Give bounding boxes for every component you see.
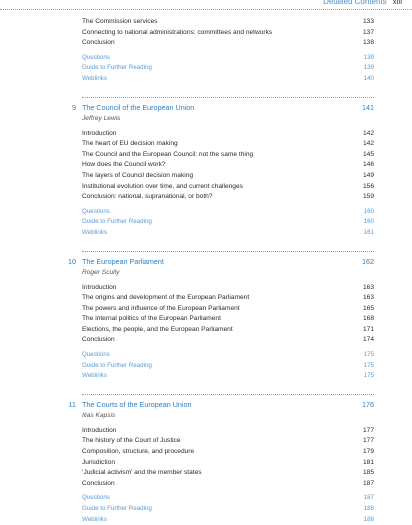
- entry-page-number: 165: [362, 304, 374, 312]
- entry-title: Weblinks: [82, 372, 107, 380]
- entry-title: The Council and the European Council: not the same thing: [82, 150, 254, 158]
- entry-title: The origins and development of the European Parliament: [82, 294, 250, 302]
- entry-title: Questions: [82, 494, 110, 502]
- chapter-heading[interactable]: [72, 102, 374, 113]
- entry-title: Weblinks: [82, 228, 107, 236]
- entry-title: Questions: [82, 207, 110, 215]
- entry-page-number: 188: [363, 515, 374, 523]
- toc-entry[interactable]: [82, 38, 374, 49]
- entry-title: Weblinks: [82, 515, 107, 523]
- toc-entry[interactable]: [82, 150, 374, 161]
- entry-page-number: 137: [362, 28, 374, 36]
- entry-title: Connecting to national administrations: committees and networks: [82, 28, 273, 36]
- toc-entry[interactable]: [82, 314, 374, 325]
- table-of-contents: [68, 17, 374, 525]
- entry-page-number: 145: [362, 150, 374, 158]
- toc-entry[interactable]: [82, 335, 374, 346]
- chapter-number: 9: [72, 102, 76, 112]
- entry-page-number: 174: [362, 336, 374, 344]
- entry-page-number: 139: [363, 64, 374, 72]
- toc-entry[interactable]: [82, 436, 374, 447]
- entry-page-number: 160: [363, 207, 374, 215]
- chapter-section: [68, 251, 374, 382]
- toc-aux-entry[interactable]: [82, 53, 374, 64]
- entry-page-number: 187: [363, 494, 374, 502]
- toc-entry[interactable]: [82, 458, 374, 469]
- chapter-section: [72, 97, 374, 239]
- entry-title: Guide to Further Reading: [82, 218, 152, 226]
- top-rule: [0, 9, 412, 10]
- entry-title: Guide to Further Reading: [82, 505, 152, 512]
- entry-page-number: 175: [363, 361, 374, 369]
- running-head: [323, 0, 402, 8]
- entry-page-number: 133: [362, 18, 374, 25]
- running-head-title: Detailed Contents: [323, 0, 387, 6]
- entry-title: The internal politics of the European Parliament: [82, 315, 221, 323]
- entry-page-number: 181: [362, 458, 374, 466]
- entry-title: Guide to Further Reading: [82, 64, 152, 72]
- entry-page-number: 188: [363, 505, 374, 512]
- entry-title: Introduction: [82, 426, 117, 434]
- entry-page-number: 185: [362, 469, 374, 477]
- entry-page-number: 175: [363, 372, 374, 380]
- toc-entry[interactable]: [82, 171, 374, 182]
- entry-title: How does the Council work?: [82, 161, 166, 169]
- entry-page-number: 159: [362, 193, 374, 201]
- entry-page-number: 177: [362, 437, 374, 445]
- entry-title: Conclusion: [82, 336, 115, 344]
- chapter-page-number: 162: [362, 256, 374, 266]
- entry-title: Composition, structure, and procedure: [82, 448, 195, 456]
- entry-title: Conclusion: [82, 479, 115, 487]
- toc-entry[interactable]: [82, 304, 374, 315]
- entry-title: Questions: [82, 351, 110, 359]
- toc-entry[interactable]: [82, 17, 374, 28]
- toc-entry[interactable]: [82, 447, 374, 458]
- chapter-page-number: 141: [362, 102, 374, 112]
- chapter-number: 11: [68, 399, 76, 409]
- entry-page-number: 138: [362, 39, 374, 47]
- entry-page-number: 139: [363, 53, 374, 61]
- chapter-author: Ilias Kapsis: [82, 411, 116, 419]
- toc-entry[interactable]: [82, 129, 374, 140]
- entry-page-number: 140: [363, 74, 374, 82]
- entry-title: The history of the Court of Justice: [82, 437, 181, 445]
- toc-aux-entry[interactable]: [82, 217, 374, 228]
- entry-title: Elections, the people, and the European Parliament: [82, 325, 233, 333]
- toc-entry[interactable]: [82, 139, 374, 150]
- entry-page-number: 142: [362, 140, 374, 148]
- toc-aux-entry[interactable]: [82, 207, 374, 218]
- toc-entry[interactable]: [82, 182, 374, 193]
- entry-title: The heart of EU decision making: [82, 140, 178, 148]
- chapter-title: The European Parliament: [82, 256, 164, 266]
- entry-title: Guide to Further Reading: [82, 361, 152, 369]
- toc-aux-entry[interactable]: [82, 228, 374, 239]
- entry-page-number: 175: [363, 351, 374, 359]
- entry-page-number: 187: [362, 479, 374, 487]
- toc-entry[interactable]: [82, 283, 374, 294]
- entry-title: The powers and influence of the European Parliament: [82, 304, 240, 312]
- toc-entry[interactable]: [82, 192, 374, 203]
- chapter-section: [82, 17, 374, 85]
- chapter-heading[interactable]: [68, 256, 374, 267]
- toc-entry[interactable]: [82, 468, 374, 479]
- entry-title: The Commission services: [82, 18, 158, 25]
- entry-page-number: 171: [362, 325, 374, 333]
- toc-entry[interactable]: [82, 293, 374, 304]
- toc-aux-entry[interactable]: [82, 493, 374, 504]
- entry-page-number: 168: [362, 315, 374, 323]
- toc-aux-entry[interactable]: [82, 371, 374, 382]
- toc-entry[interactable]: [82, 325, 374, 336]
- chapter-number: 10: [68, 256, 76, 266]
- entry-title: Introduction: [82, 129, 117, 137]
- entry-page-number: 156: [362, 182, 374, 190]
- entry-title: Weblinks: [82, 74, 107, 82]
- chapter-title: The Council of the European Union: [82, 102, 195, 112]
- entry-page-number: 163: [362, 294, 374, 302]
- chapter-heading[interactable]: [68, 399, 374, 410]
- entry-title: Jurisdiction: [82, 458, 115, 466]
- entry-title: Conclusion: national, supranational, or both?: [82, 193, 213, 201]
- toc-aux-entry[interactable]: [82, 350, 374, 361]
- entry-page-number: 177: [362, 426, 374, 434]
- toc-entry[interactable]: [82, 426, 374, 437]
- entry-page-number: 179: [362, 448, 374, 456]
- entry-page-number: 161: [363, 228, 374, 236]
- entry-title: ‘Judicial activism’ and the member states: [82, 469, 202, 477]
- entry-page-number: 160: [363, 218, 374, 226]
- entry-title: Questions: [82, 53, 110, 61]
- toc-entry[interactable]: [82, 28, 374, 39]
- toc-aux-entry[interactable]: [82, 74, 374, 85]
- chapter-author: Roger Scully: [82, 268, 120, 276]
- toc-aux-entry[interactable]: [82, 361, 374, 372]
- running-head-page-number: xiii: [392, 0, 402, 6]
- toc-aux-entry[interactable]: [82, 63, 374, 74]
- toc-aux-entry[interactable]: [82, 515, 374, 525]
- entry-page-number: 146: [362, 161, 374, 169]
- entry-title: The layers of Council decision making: [82, 171, 194, 179]
- toc-aux-entry[interactable]: [82, 504, 374, 515]
- chapter-section: [68, 394, 374, 525]
- entry-page-number: 149: [362, 171, 374, 179]
- chapter-author: Jeffrey Lewis: [82, 114, 121, 122]
- toc-entry[interactable]: [82, 160, 374, 171]
- entry-title: Conclusion: [82, 39, 115, 47]
- chapter-title: The Courts of the European Union: [82, 399, 192, 409]
- entry-title: Institutional evolution over time, and current challenges: [82, 182, 243, 190]
- entry-page-number: 142: [362, 129, 374, 137]
- chapter-page-number: 176: [362, 399, 374, 409]
- toc-entry[interactable]: [82, 479, 374, 490]
- entry-page-number: 163: [362, 283, 374, 291]
- entry-title: Introduction: [82, 283, 117, 291]
